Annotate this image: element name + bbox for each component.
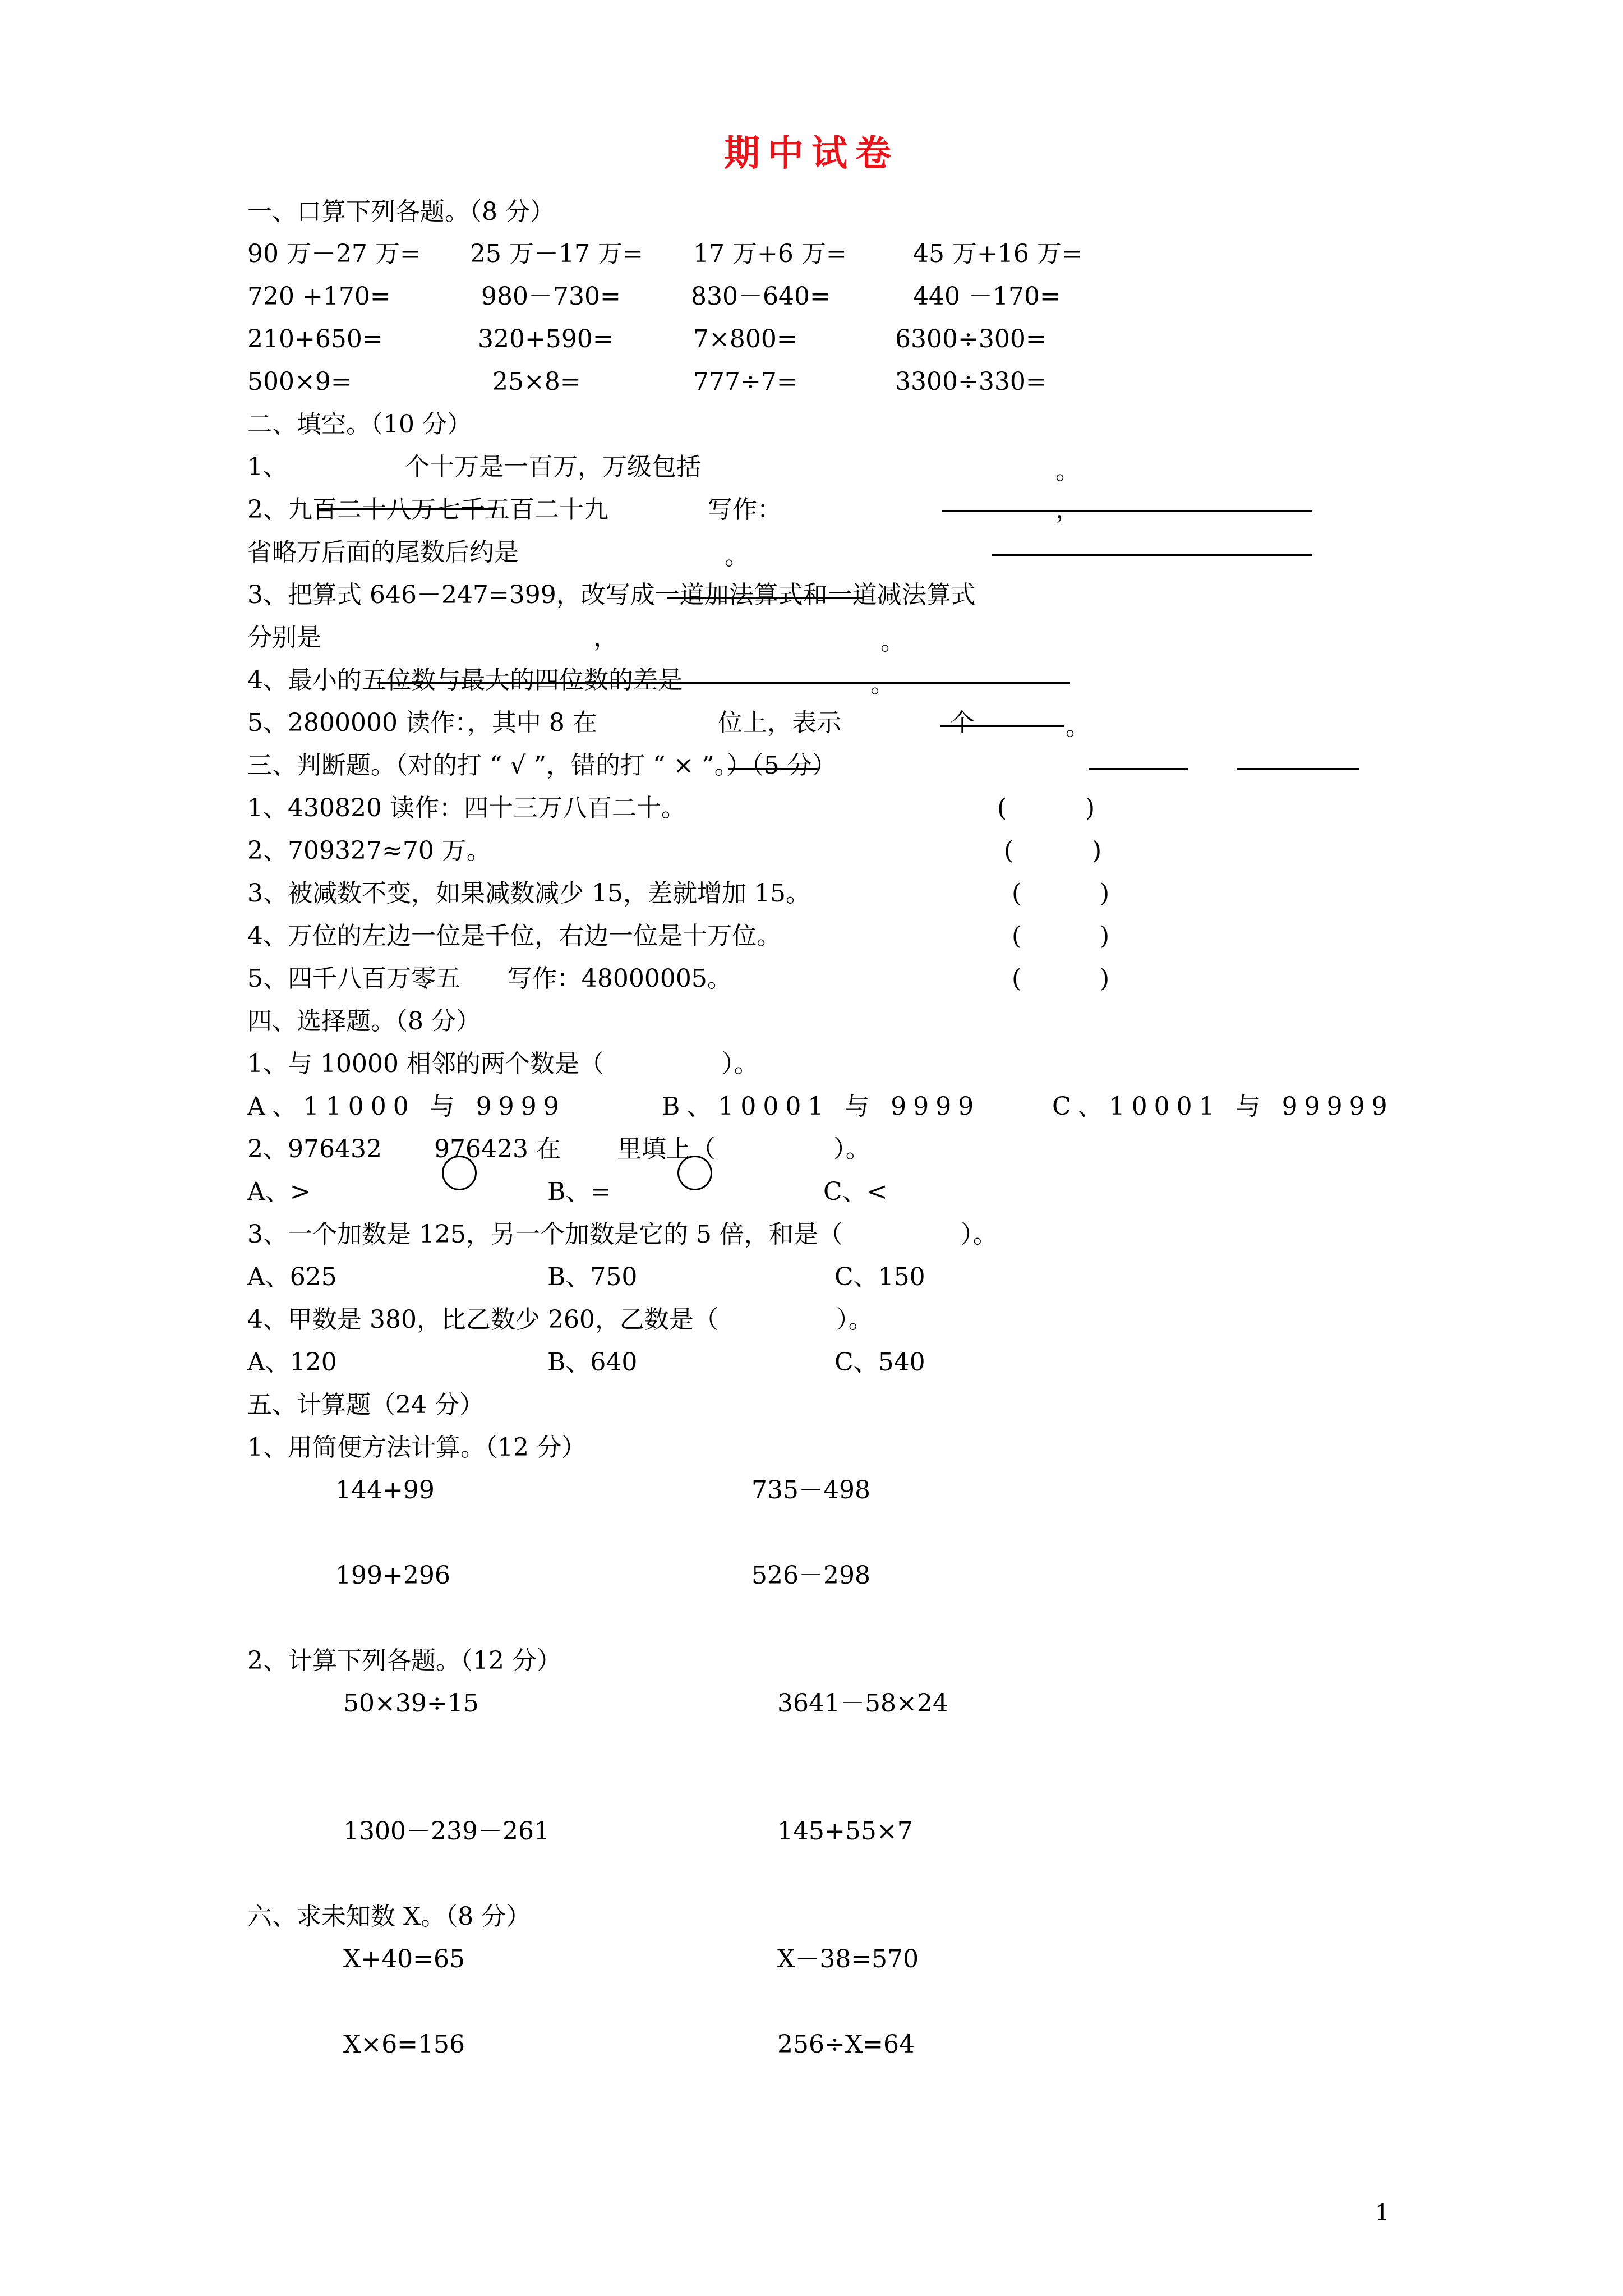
choice-q4: 4、甲数是 380，比乙数少 260，乙数是（ ）。 <box>247 1305 873 1334</box>
answer-blank <box>1237 768 1359 770</box>
calc-item: 199+296 <box>335 1561 450 1590</box>
s1-item: 17 万+6 万= <box>693 240 847 268</box>
calc-item: 735－498 <box>751 1476 870 1504</box>
calc-item: 50×39÷15 <box>343 1689 479 1718</box>
calc-item: 145+55×7 <box>777 1817 913 1846</box>
fill-q5-text: 5、2800000 读作：，其中 8 在 <box>247 708 597 737</box>
s1-item: 7×800= <box>693 325 797 353</box>
s1-item: 777÷7= <box>693 367 797 396</box>
fill-q3-line1: 3、把算式 646－247=399，改写成一道加法算式和一道减法算式 <box>247 581 976 609</box>
calc-sub1-header: 1、用简便方法计算。（12 分） <box>247 1433 586 1462</box>
fill-q4-text: 4、最小的五位数与最大的四位数的差是 <box>247 666 683 694</box>
calc-item: 144+99 <box>335 1476 435 1504</box>
section-6-header: 六、求未知数 X。（8 分） <box>247 1902 531 1931</box>
compare-circle <box>677 1156 712 1190</box>
s1-item: 25 万－17 万= <box>470 240 643 268</box>
equation-item: X+40=65 <box>343 1945 465 1973</box>
choice-option: B、750 <box>547 1263 638 1291</box>
choice-q2: 2、976432 <box>247 1135 382 1163</box>
answer-blank <box>1089 768 1188 770</box>
fill-q5-text: 位上，表示 <box>718 708 841 737</box>
s1-item: 320+590= <box>478 325 614 353</box>
fill-q1-end: 。 <box>1055 457 1080 485</box>
choice-option: A、11000 与 9999 <box>247 1092 566 1121</box>
calc-item: 3641－58×24 <box>777 1689 948 1718</box>
choice-option: A、120 <box>247 1348 337 1377</box>
choice-option: A、> <box>247 1177 311 1206</box>
calc-item: 1300－239－261 <box>343 1817 550 1846</box>
judge-paren: ( ) <box>1004 836 1102 865</box>
fill-q5-end: 。 <box>1066 712 1090 741</box>
fill-q5-unit: 个 <box>950 708 975 737</box>
choice-q2: 976423 在 <box>434 1135 561 1163</box>
fill-q2-text: 2、九百二十八万七千五百二十九 <box>247 495 608 524</box>
choice-option: C、< <box>823 1177 888 1206</box>
choice-q2: 里填上（ ）。 <box>617 1135 870 1163</box>
s1-item: 90 万－27 万= <box>247 240 421 268</box>
section-4-header: 四、选择题。（8 分） <box>247 1007 481 1036</box>
fill-q3-comma: ， <box>593 623 618 652</box>
choice-option: B、10001 与 9999 <box>662 1092 981 1121</box>
s1-item: 45 万+16 万= <box>913 240 1082 268</box>
fill-q2-write: 写作： <box>708 495 782 524</box>
equation-item: X－38=570 <box>777 1945 919 1973</box>
judge-item: 4、万位的左边一位是千位，右边一位是十万位。 <box>247 922 781 950</box>
section-3-header: 三、判断题。（对的打 “ √ ”，错的打 “ × ”。）（5 分） <box>247 751 837 780</box>
fill-q1-text: 个十万是一百万，万级包括 <box>405 453 701 481</box>
judge-paren: ( ) <box>1012 922 1110 950</box>
equation-item: 256÷X=64 <box>777 2030 915 2059</box>
fill-q3-line2: 分别是 <box>247 623 321 652</box>
calc-item: 526－298 <box>751 1561 870 1590</box>
choice-q3: 3、一个加数是 125，另一个加数是它的 5 倍，和是（ ）。 <box>247 1220 998 1249</box>
section-2-header: 二、填空。（10 分） <box>247 410 472 439</box>
fill-q1-number: 1、 <box>247 453 288 481</box>
s1-item: 6300÷300= <box>895 325 1046 353</box>
choice-option: B、= <box>547 1177 611 1206</box>
answer-blank <box>942 510 1312 512</box>
choice-q1: 1、与 10000 相邻的两个数是（ ）。 <box>247 1050 759 1078</box>
fill-q2-line2: 省略万后面的尾数后约是 <box>247 538 519 567</box>
s1-item: 720 +170= <box>247 282 391 311</box>
strike-line <box>667 597 864 599</box>
judge-item: 5、四千八百万零五 写作：48000005。 <box>247 964 732 993</box>
choice-option: C、540 <box>834 1348 925 1377</box>
choice-option: C、10001 与 99999 <box>1052 1092 1394 1121</box>
s1-item: 25×8= <box>492 367 581 396</box>
choice-option: C、150 <box>834 1263 925 1291</box>
judge-paren: ( ) <box>1012 879 1110 908</box>
fill-q2-end: 。 <box>725 542 749 570</box>
choice-option: B、640 <box>547 1348 638 1377</box>
s1-item: 3300÷330= <box>895 367 1046 396</box>
fill-q2-comma: ， <box>1055 495 1080 524</box>
judge-paren: ( ) <box>997 794 1095 822</box>
equation-item: X×6=156 <box>343 2030 465 2059</box>
s1-item: 440 －170= <box>913 282 1061 311</box>
judge-paren: ( ) <box>1012 964 1110 993</box>
judge-item: 1、430820 读作：四十三万八百二十。 <box>247 794 686 822</box>
s1-item: 210+650= <box>247 325 383 353</box>
s1-item: 980－730= <box>481 282 621 311</box>
judge-item: 3、被减数不变，如果减数减少 15，差就增加 15。 <box>247 879 810 908</box>
strike-line <box>317 508 497 510</box>
strike-line <box>940 725 1064 727</box>
strike-line <box>377 682 1070 684</box>
calc-sub2-header: 2、计算下列各题。（12 分） <box>247 1646 561 1675</box>
page-title: 期中试卷 <box>724 133 899 174</box>
page-number: 1 <box>1375 2200 1390 2226</box>
choice-option: A、625 <box>247 1263 337 1291</box>
section-1-header: 一、口算下列各题。（8 分） <box>247 197 555 226</box>
section-5-header: 五、计算题（24 分） <box>247 1391 484 1419</box>
strike-line <box>728 768 818 770</box>
fill-q3-end: 。 <box>880 627 905 656</box>
answer-blank <box>992 554 1312 556</box>
compare-circle <box>442 1156 477 1190</box>
fill-q4-end: 。 <box>870 670 895 698</box>
s1-item: 500×9= <box>247 367 352 396</box>
judge-item: 2、709327≈70 万。 <box>247 836 491 865</box>
s1-item: 830－640= <box>691 282 831 311</box>
